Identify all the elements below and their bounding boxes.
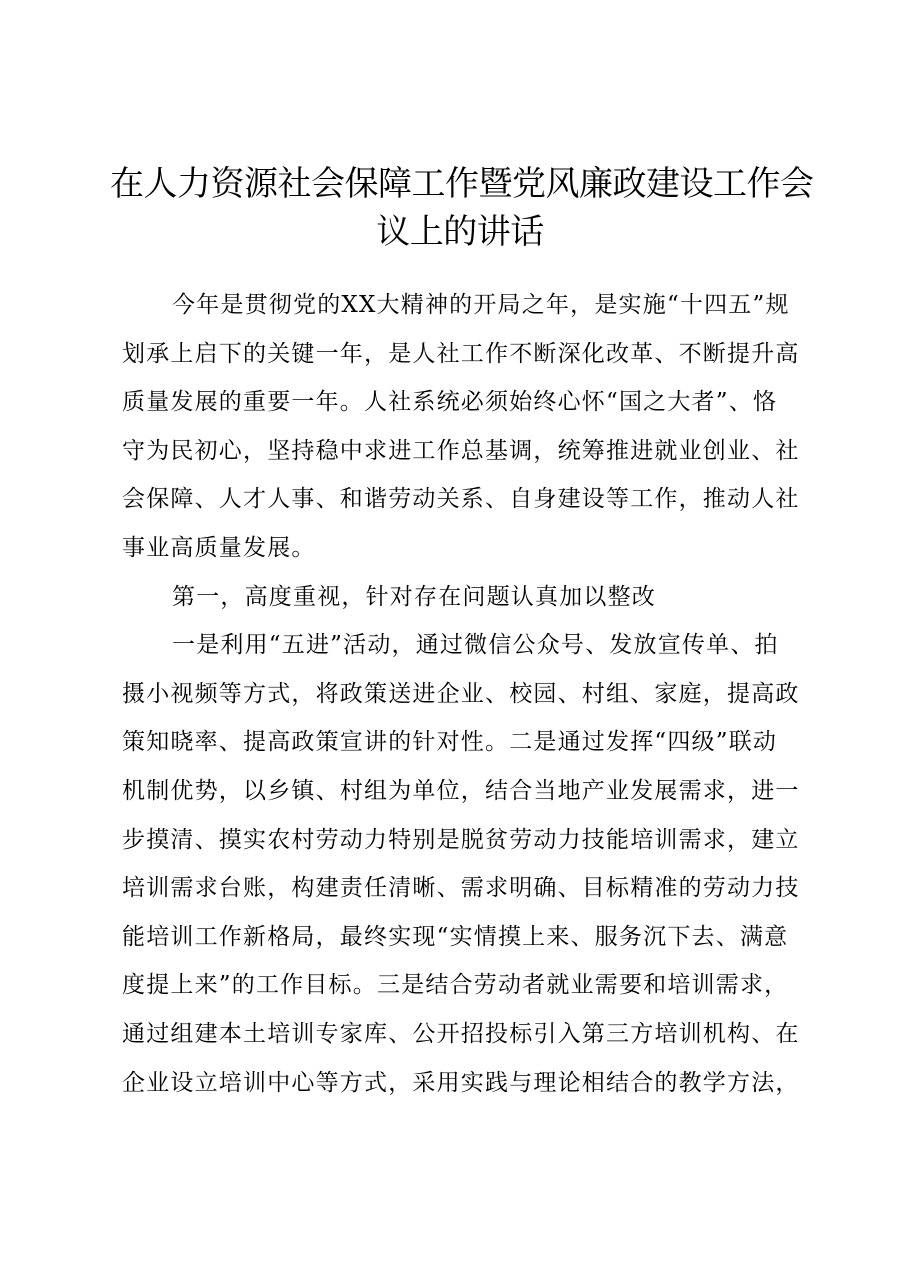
title-line: 在人力资源社会保障工作暨党风廉政建设工作会	[110, 164, 814, 204]
text-line: 企业设立培训中心等方式，采用实践与理论相结合的教学方法，	[122, 1069, 800, 1096]
paragraph-measures	[122, 621, 806, 1107]
document-body	[122, 281, 806, 1107]
text-line: 划承上启下的关键一年，是人社工作不断深化改革、不断提升高	[122, 340, 800, 367]
text-line: 今年是贯彻党的XX大精神的开局之年，是实施“十四五”规	[172, 292, 790, 318]
text-line: 能培训工作新格局，最终实现“实情摸上来、服务沉下去、满意	[122, 923, 789, 950]
text-line: 度提上来”的工作目标。三是结合劳动者就业需要和培训需求，	[122, 972, 789, 999]
text-line: 事业高质量发展。	[122, 534, 316, 561]
text-line: 质量发展的重要一年。人社系统必须始终心怀“国之大者”、恪	[122, 389, 778, 416]
text-line: 第一，高度重视，针对存在问题认真加以整改	[172, 583, 656, 610]
text-line: 步摸清、摸实农村劳动力特别是脱贫劳动力技能培训需求，建立	[122, 826, 800, 853]
document-title	[110, 160, 814, 256]
text-line: 会保障、人才人事、和谐劳动关系、自身建设等工作，推动人社	[122, 486, 800, 513]
text-line: 守为民初心，坚持稳中求进工作总基调，统筹推进就业创业、社	[122, 437, 800, 464]
text-line: 培训需求台账，构建责任清晰、需求明确、目标精准的劳动力技	[122, 875, 800, 902]
section-heading-first	[122, 573, 806, 622]
text-line: 通过组建本土培训专家库、公开招投标引入第三方培训机构、在	[122, 1020, 800, 1047]
title-line: 议上的讲话	[376, 212, 544, 252]
text-line: 一是利用“五进”活动，通过微信公众号、发放宣传单、拍	[172, 632, 779, 659]
text-line: 机制优势，以乡镇、村组为单位，结合当地产业发展需求，进一	[122, 777, 800, 804]
text-line: 摄小视频等方式，将政策送进企业、校园、村组、家庭，提高政	[122, 680, 800, 707]
text-line: 策知晓率、提高政策宣讲的针对性。二是通过发挥“四级”联动	[122, 729, 778, 756]
paragraph-intro	[122, 281, 806, 573]
